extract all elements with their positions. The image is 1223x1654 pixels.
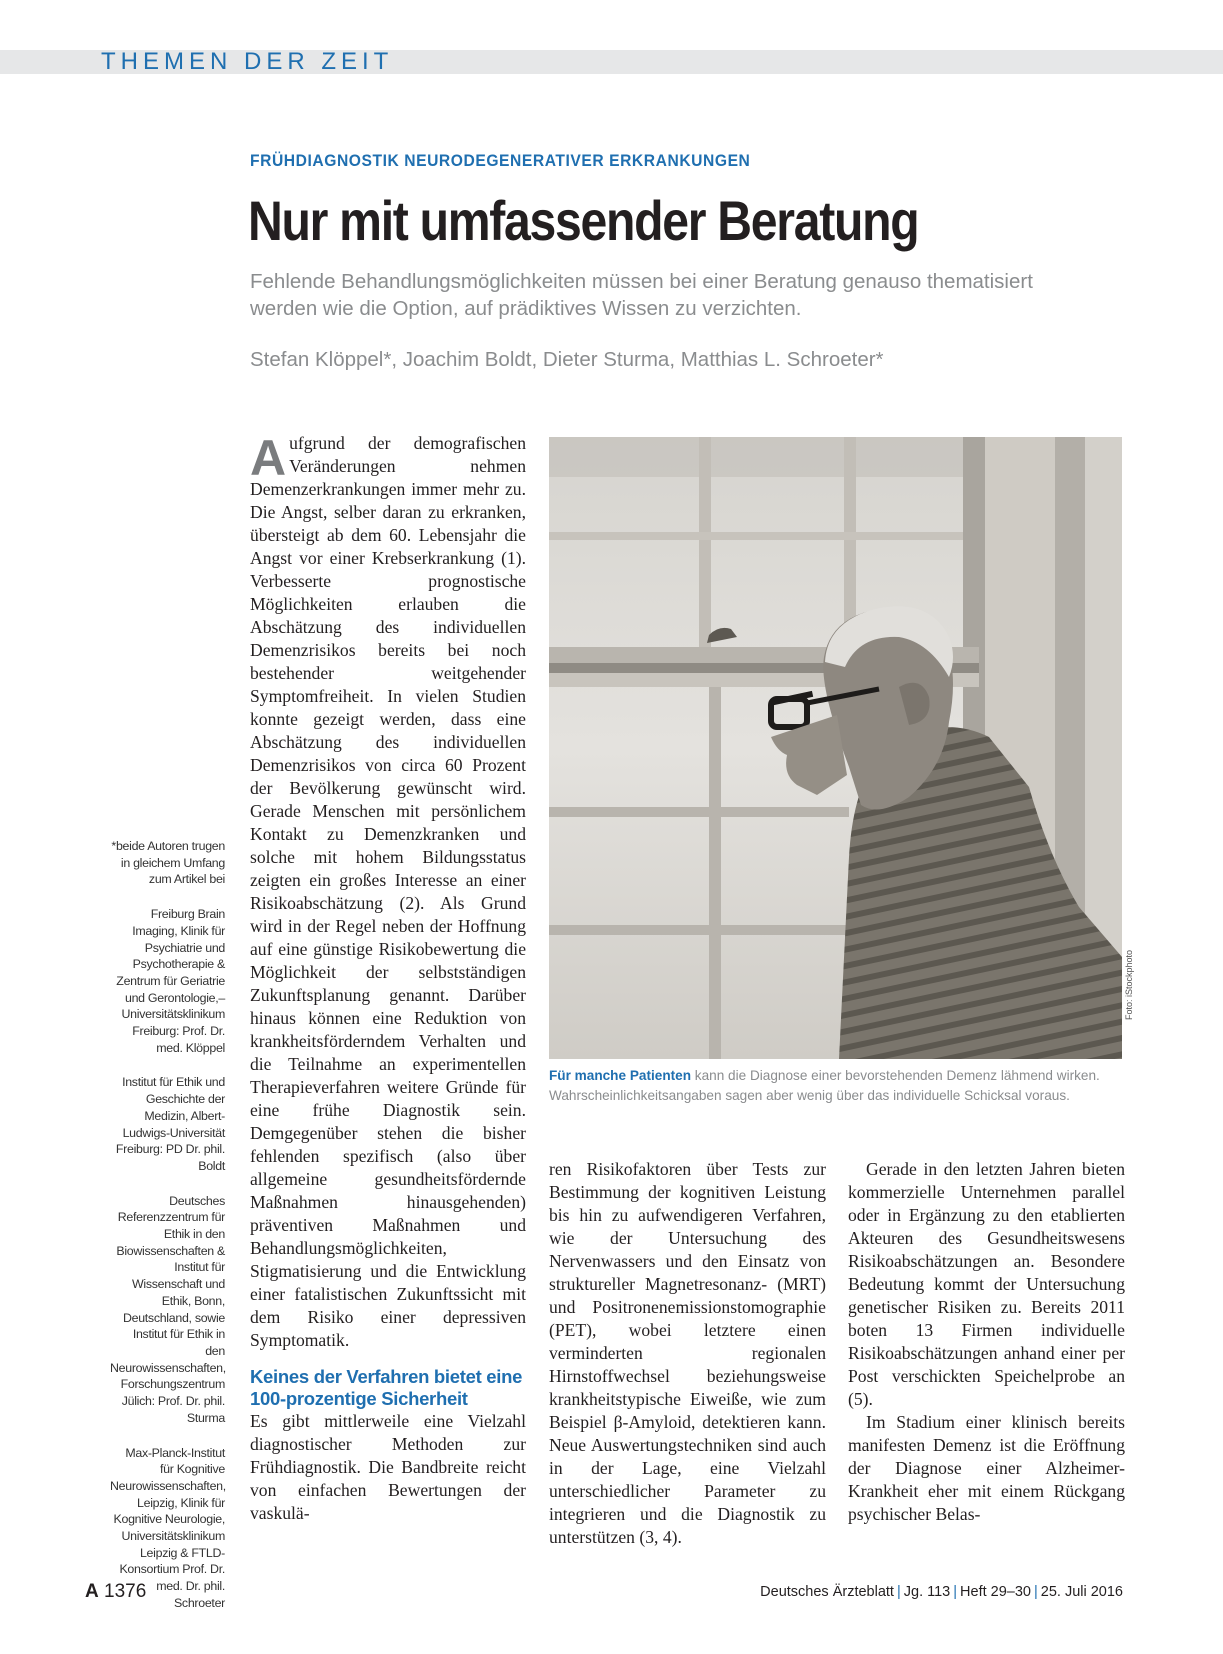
article-subtitle: Fehlende Behandlungsmöglichkeiten müssen bei einer Beratung genauso thematisiert werden wie die Option, auf prädiktives Wissen zu verzichten. (250, 270, 1033, 320)
diagnosis-paragraph: Im Stadium einer klinisch bereits manifesten Demenz ist die Eröffnung der Diagnose einer Alzheimer-Krankheit eher mit einem Rückgang psychischer Belas- (848, 1412, 1125, 1524)
separator: | (953, 1584, 958, 1600)
caption-lead: Für manche Patienten (549, 1068, 692, 1083)
text-column-2 (549, 1158, 826, 1549)
affiliation-boldt: Institut für Ethik und Geschichte der Medizin, Albert-Ludwigs-Universität Freiburg: PD Dr. phil. Boldt (115, 1075, 225, 1173)
separator: | (896, 1584, 901, 1600)
intro-paragraph (250, 432, 526, 1352)
journal-date: 25. Juli 2016 (1040, 1584, 1123, 1600)
journal-volume: Jg. 113 (903, 1584, 951, 1600)
elderly-man-at-window-illustration (549, 437, 1122, 1059)
subheading: Keines der Verfahren bietet eine 100-prozentige Sicherheit (250, 1366, 523, 1409)
intro-text: ufgrund der demografischen Veränderungen nehmen Demenzerkrankungen immer mehr zu. Die Angst, selber daran zu erkranken, übersteigt ab dem 60. Lebensjahr die Angst vor einer Krebserkrankung (1). Verbesserte prognostische Möglichkeiten erlauben die Abschätzung des individuellen Demenzrisikos bereits bei noch bestehender weitgehender Symptomfreiheit. In vielen Studien konnte gezeigt werden, dass eine Abschätzung des individuellen Demenzrisikos von circa 60 Prozent der Bevölkerung gewünscht wird. Gerade Menschen mit persönlichem Kontakt zu Demenzkranken und solche mit hohem Bildungsstatus zeigten ein großes Interesse an einer Risikoabschätzung (2). Als Grund wird in der Regel neben der Hoffnung auf eine günstige Risikobewertung die Möglichkeit der selbstständigen Zukunftsplanung genannt. Darüber hinaus können eine Reduktion von krankheitsförderndem Verhalten und die Teilnahme an experimentellen Therapieverfahren weitere Gründe für eine frühe Diagnostik sein. Demgegenüber stehen die bisher fehlenden spezifisch (also über allgemeine gesundheitsfördernde Maßnahmen hinausgehenden) präventiven Maßnahmen und Behandlungsmöglichkeiten, Stigmatisierung und die Entwicklung einer fatalistischen Zukunftssicht mit dem Risiko einer depressiven Symptomatik. (250, 433, 526, 1350)
drop-cap: A (250, 430, 287, 486)
article-kicker: FRÜHDIAGNOSTIK NEURODEGENERATIVER ERKRANKUNGEN (250, 151, 751, 170)
journal-info (760, 1584, 1123, 1600)
journal-issue: Heft 29–30 (960, 1584, 1031, 1600)
text-column-3 (848, 1158, 1125, 1526)
separator: | (1033, 1584, 1038, 1600)
methods-paragraph-start: Es gibt mittlerweile eine Vielzahl diagnostischer Methoden zur Frühdiagnostik. Die Bandbreite reicht von einfachen Bewertungen der vaskulä- (250, 1411, 526, 1523)
text-column-1 (250, 432, 526, 1525)
section-label: THEMEN DER ZEIT (101, 48, 394, 75)
affiliation-note: *beide Autoren trugen in gleichem Umfang zum Artikel bei (111, 839, 225, 887)
page-number-value: 1376 (98, 1581, 147, 1602)
affiliation-sturma: Deutsches Referenzzentrum für Ethik in den Biowissenschaften & Institut für Wissenschaft und Ethik, Bonn, Deutschland, sowie Institut für Ethik in den Neurowissenschaften, Forschungszentrum Jülich: Prof. Dr. phil. Sturma (110, 1193, 226, 1425)
photo-credit: Foto: iStockphoto (1124, 949, 1134, 1020)
journal-name: Deutsches Ärzteblatt (760, 1584, 894, 1600)
commercial-paragraph: Gerade in den letzten Jahren bieten kommerzielle Unternehmen parallel oder in Ergänzung zu den etablierten Akteuren des Gesundheitswesens Risikoabschätzungen an. Besondere Bedeutung kommt der Untersuchung genetischer Risiken zu. Bereits 2011 boten 13 Firmen individuelle Risikoabschätzungen anhand einer per Post verschickten Speichelprobe an (5). (848, 1159, 1125, 1409)
article-authors: Stefan Klöppel*, Joachim Boldt, Dieter Sturma, Matthias L. Schroeter* (250, 348, 884, 371)
page-prefix: A (85, 1581, 99, 1602)
affiliation-kloeppel: Freiburg Brain Imaging, Klinik für Psychiatrie und Psychotherapie & Zentrum für Geriatrie und Gerontologie,– Universitätsklinikum Freiburg: Prof. Dr. med. Klöppel (116, 907, 225, 1055)
photo-caption (549, 1066, 1122, 1106)
methods-paragraph-continued: ren Risikofaktoren über Tests zur Bestimmung der kognitiven Leistung bis hin zu aufwendigeren Verfahren, wie der Untersuchung des Nervenwassers und den Einsatz von struktureller Magnetresonanz- (MRT) und Positronenemissionstomographie (PET), wobei letztere einen verminderten regionalen Hirnstoffwechsel beziehungsweise krankheitstypische Eiweiße, wie zum Beispiel β-Amyloid, detektieren kann. Neue Auswertungstechniken sind auch in der Lage, eine Vielzahl unterschiedlicher Parameter zu integrieren und die Diagnostik zu unterstützen (3, 4). (549, 1159, 826, 1547)
caption-text: kann die Diagnose einer bevorstehenden Demenz lähmend wirken. Wahrscheinlichkeitsangaben sagen aber wenig über das individuelle Schicksal voraus. (549, 1068, 1100, 1103)
page-number (85, 1581, 146, 1603)
author-affiliations (110, 838, 225, 1630)
affiliation-schroeter: Max-Planck-Institut für Kognitive Neurowissenschaften, Leipzig, Klinik für Kognitive Neurologie, Universitätsklinikum Leipzig & FTLD-Konsortium Prof. Dr. med. Dr. phil. Schroeter (110, 1445, 226, 1610)
article-photo (549, 437, 1122, 1059)
article-headline: Nur mit umfassender Beratung (248, 189, 919, 252)
